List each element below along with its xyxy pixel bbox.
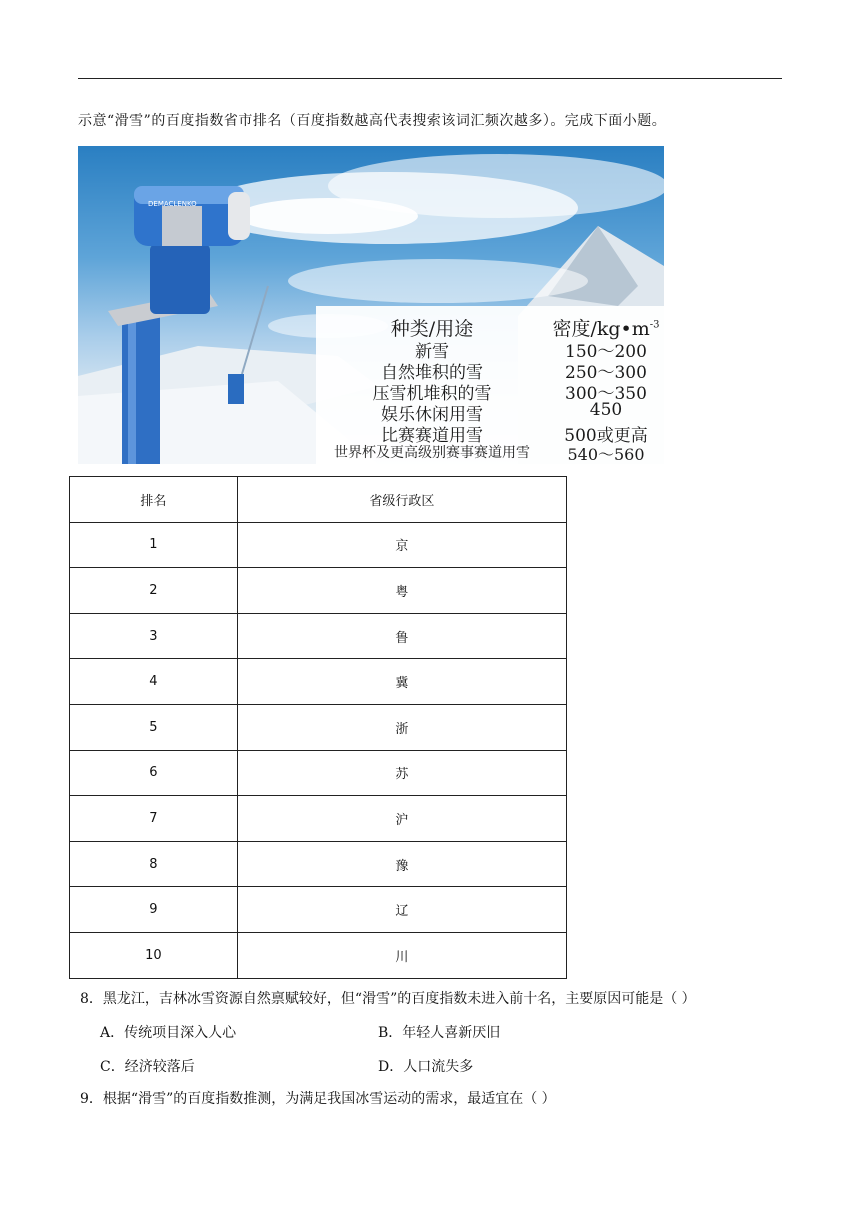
spec-density: 150～200: [565, 342, 647, 362]
table-header-row: [70, 477, 567, 523]
q8-option-b[interactable]: B．年轻人喜新厌旧: [378, 1025, 501, 1041]
spec-header-density-exponent: -3: [649, 319, 660, 331]
snow-cannon-photo: [78, 146, 664, 464]
table-row: [70, 522, 567, 568]
rank-cell: 5: [70, 704, 238, 750]
rank-cell: 9: [70, 887, 238, 933]
spec-row: [316, 379, 664, 404]
spec-row: [316, 421, 664, 446]
q8-option-c[interactable]: C．经济较落后: [100, 1059, 195, 1075]
table-row: [70, 659, 567, 705]
q8-option-a[interactable]: A．传统项目深入人心: [100, 1025, 237, 1041]
snow-density-table: [316, 306, 664, 464]
province-cell: 京: [237, 522, 566, 568]
spec-density: 450: [589, 400, 623, 420]
spec-density: 250～300: [565, 363, 647, 383]
spec-row: [316, 358, 664, 383]
table-row: [70, 932, 567, 978]
spec-kind: 新雪: [415, 342, 449, 362]
spec-row: [316, 400, 664, 425]
spec-header-density-unit: 密度/kg•m: [552, 318, 650, 340]
rank-cell: 3: [70, 613, 238, 659]
rank-cell: 4: [70, 659, 238, 705]
province-cell: 苏: [237, 750, 566, 796]
province-cell: 辽: [237, 887, 566, 933]
spec-kind: 压雪机堆积的雪: [372, 384, 492, 404]
spec-kind: 自然堆积的雪: [381, 363, 483, 383]
rank-cell: 2: [70, 568, 238, 614]
province-cell: 冀: [237, 659, 566, 705]
spec-density: 500或更高: [564, 426, 648, 446]
q8-option-d[interactable]: D．人口流失多: [378, 1059, 474, 1075]
table-row: [70, 841, 567, 887]
header-rule: [78, 78, 782, 79]
spec-kind: 世界杯及更高级别赛事赛道用雪: [334, 445, 530, 461]
spec-row: [316, 337, 664, 362]
brand-logo-text: DEMACLENKO: [148, 200, 197, 208]
header-rank: 排名: [70, 477, 238, 523]
spec-density: 540～560: [567, 445, 645, 464]
spec-kind: 比赛赛道用雪: [381, 426, 483, 446]
rank-cell: 8: [70, 841, 238, 887]
province-cell: 川: [237, 932, 566, 978]
table-row: [70, 568, 567, 614]
ranking-table: [69, 476, 567, 979]
table-row: [70, 750, 567, 796]
rank-cell: 6: [70, 750, 238, 796]
rank-cell: 7: [70, 796, 238, 842]
table-row: [70, 887, 567, 933]
rank-cell: 1: [70, 522, 238, 568]
spec-kind: 娱乐休闲用雪: [381, 405, 483, 425]
table-row: [70, 613, 567, 659]
table-row: [70, 796, 567, 842]
province-cell: 浙: [237, 704, 566, 750]
rank-cell: 10: [70, 932, 238, 978]
intro-text: 示意“滑雪”的百度指数省市排名（百度指数越高代表搜索该词汇频次越多）。完成下面小题。: [78, 113, 667, 129]
spec-header-row: [316, 314, 664, 340]
province-cell: 鲁: [237, 613, 566, 659]
province-cell: 沪: [237, 796, 566, 842]
province-cell: 豫: [237, 841, 566, 887]
question-8-stem: 8．黑龙江，吉林冰雪资源自然禀赋较好，但“滑雪”的百度指数未进入前十名，主要原因可能是（ ）: [80, 991, 696, 1007]
province-cell: 粤: [237, 568, 566, 614]
table-row: [70, 704, 567, 750]
spec-row: [316, 442, 664, 464]
spec-header-kind: 种类/用途: [390, 318, 474, 340]
spec-density: 300～350: [565, 384, 647, 404]
question-9-stem: 9．根据“滑雪”的百度指数推测，为满足我国冰雪运动的需求，最适宜在（ ）: [80, 1091, 556, 1107]
header-province: 省级行政区: [237, 477, 566, 523]
